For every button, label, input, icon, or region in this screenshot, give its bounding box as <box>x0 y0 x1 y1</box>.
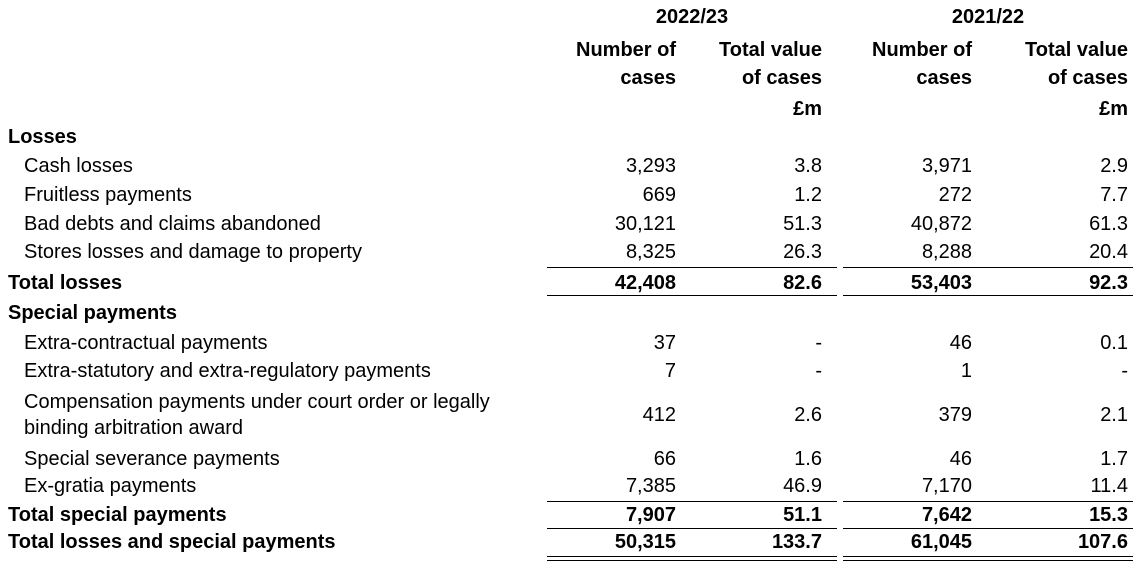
row-label: Compensation payments under court order or legally <box>24 391 490 413</box>
cell-value-2021: 1.7 <box>1100 448 1128 470</box>
cell-value-2021: 2.1 <box>1100 404 1128 426</box>
cell-value-2022: 1.6 <box>794 448 822 470</box>
col-unit-2021: £m <box>1099 98 1128 120</box>
total-special-cases-2021: 7,642 <box>921 504 972 526</box>
cell-value-2022: 51.3 <box>783 213 822 235</box>
col-number-of-cases-2022-line1: Number of <box>576 39 676 61</box>
divider-line <box>547 267 837 268</box>
divider-line <box>547 501 837 502</box>
col-total-value-2022-line1: Total value <box>719 39 822 61</box>
cell-value-2021: 0.1 <box>1100 332 1128 354</box>
cell-value-2022: 46.9 <box>783 475 822 497</box>
cell-cases-2022: 3,293 <box>625 155 676 177</box>
col-number-of-cases-2022-line2: cases <box>620 67 676 89</box>
col-total-value-2021-line2: of cases <box>1047 67 1128 89</box>
row-label: Bad debts and claims abandoned <box>24 213 321 235</box>
col-total-value-2021-line1: Total value <box>1025 39 1128 61</box>
total-special-value-2021: 15.3 <box>1089 504 1128 526</box>
divider-line <box>547 295 837 296</box>
cell-value-2022: 3.8 <box>794 155 822 177</box>
cell-cases-2021: 46 <box>949 448 972 470</box>
row-label: Fruitless payments <box>24 184 192 206</box>
divider-line <box>843 501 1133 502</box>
cell-value-2022: 2.6 <box>794 404 822 426</box>
col-unit-2022: £m <box>793 98 822 120</box>
grand-total-cases-2022: 50,315 <box>614 531 676 553</box>
divider-line <box>843 295 1133 296</box>
cell-value-2022: - <box>815 332 822 354</box>
total-losses-cases-2022: 42,408 <box>614 272 676 294</box>
total-special-payments-label: Total special payments <box>8 504 227 526</box>
double-underline <box>843 556 1133 561</box>
grand-total-value-2022: 133.7 <box>771 531 822 553</box>
cell-cases-2021: 8,288 <box>921 241 972 263</box>
col-total-value-2022-line2: of cases <box>741 67 822 89</box>
cell-cases-2021: 46 <box>949 332 972 354</box>
section-heading-special-payments: Special payments <box>8 302 177 324</box>
row-label: Extra-contractual payments <box>24 332 268 354</box>
grand-total-cases-2021: 61,045 <box>910 531 972 553</box>
cell-value-2021: 7.7 <box>1100 184 1128 206</box>
cell-value-2022: 26.3 <box>783 241 822 263</box>
cell-cases-2022: 8,325 <box>625 241 676 263</box>
cell-value-2021: 20.4 <box>1089 241 1128 263</box>
cell-cases-2022: 669 <box>642 184 676 206</box>
cell-cases-2021: 40,872 <box>910 213 972 235</box>
grand-total-value-2021: 107.6 <box>1077 531 1128 553</box>
cell-cases-2021: 7,170 <box>921 475 972 497</box>
row-label: Special severance payments <box>24 448 280 470</box>
col-number-of-cases-2021-line1: Number of <box>872 39 972 61</box>
cell-value-2022: 1.2 <box>794 184 822 206</box>
row-label: Extra-statutory and extra-regulatory payments <box>24 360 431 382</box>
double-underline <box>547 556 837 561</box>
cell-cases-2021: 272 <box>938 184 972 206</box>
row-label: Ex-gratia payments <box>24 475 197 497</box>
total-losses-value-2022: 82.6 <box>783 272 822 294</box>
section-heading-losses: Losses <box>8 126 77 148</box>
row-label: Stores losses and damage to property <box>24 241 362 263</box>
total-special-cases-2022: 7,907 <box>625 504 676 526</box>
cell-value-2022: - <box>815 360 822 382</box>
cell-cases-2021: 1 <box>960 360 972 382</box>
col-number-of-cases-2021-line2: cases <box>916 67 972 89</box>
total-losses-cases-2021: 53,403 <box>910 272 972 294</box>
cell-cases-2021: 3,971 <box>921 155 972 177</box>
row-label: Cash losses <box>24 155 133 177</box>
cell-cases-2022: 412 <box>642 404 676 426</box>
cell-value-2021: 11.4 <box>1090 475 1128 497</box>
year-header-2021-22: 2021/22 <box>951 6 1025 28</box>
total-losses-label: Total losses <box>8 272 123 294</box>
cell-cases-2021: 379 <box>938 404 972 426</box>
divider-line <box>843 528 1133 529</box>
grand-total-label: Total losses and special payments <box>8 531 336 553</box>
divider-line <box>547 528 837 529</box>
cell-value-2021: 61.3 <box>1089 213 1128 235</box>
cell-cases-2022: 30,121 <box>614 213 676 235</box>
row-label-continued: binding arbitration award <box>24 417 244 439</box>
total-special-value-2022: 51.1 <box>783 504 822 526</box>
cell-cases-2022: 37 <box>653 332 676 354</box>
divider-line <box>843 267 1133 268</box>
cell-cases-2022: 7,385 <box>625 475 676 497</box>
year-header-2022-23: 2022/23 <box>655 6 729 28</box>
cell-value-2021: - <box>1121 360 1128 382</box>
cell-cases-2022: 66 <box>653 448 676 470</box>
cell-cases-2022: 7 <box>664 360 676 382</box>
cell-value-2021: 2.9 <box>1100 155 1128 177</box>
total-losses-value-2021: 92.3 <box>1089 272 1128 294</box>
